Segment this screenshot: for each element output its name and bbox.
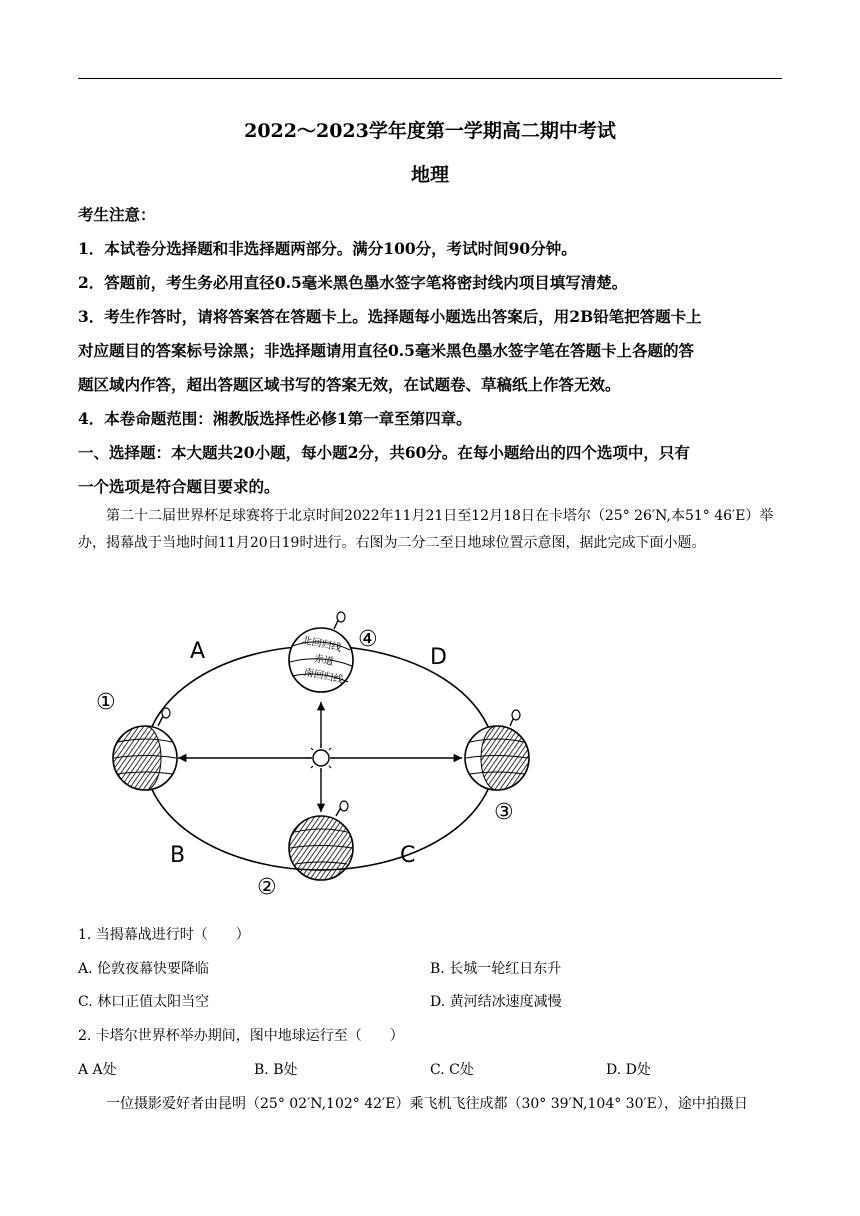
section-heading-cont: 一个选项是符合题目要求的。 <box>78 477 280 496</box>
position-4: ④ <box>358 627 378 652</box>
question-1-option-c: C. 林口正值太阳当空 <box>78 994 210 1010</box>
passage-1: 第二十二届世界杯足球赛将于北京时间2022年11月21日至12月18日在卡塔尔（25° 26′N,本51° 46′E）举办，揭幕战于当地时间11月20日19时进行。右图为二分二至日地球位置示意图，据此完成下面小题。 <box>78 508 774 551</box>
notice-item-1: 1．本试卷分选择题和非选择题两部分。满分100分，考试时间90分钟。 <box>78 239 577 258</box>
passage-2: 一位摄影爱好者由昆明（25° 02′N,102° 42′E）乘飞机飞往成都（30° 39′N,104° 30′E），途中拍摄日 <box>106 1096 748 1112</box>
question-2-option-c: C. C处 <box>430 1062 474 1078</box>
question-2-option-d: D. D处 <box>606 1062 651 1078</box>
notice-item-3-cont: 对应题目的答案标号涂黑；非选择题请用直径0.5毫米黑色墨水签字笔在答题卡上各题的答 <box>78 341 694 360</box>
question-2-option-b: B. B处 <box>254 1062 298 1078</box>
section-heading: 一、选择题：本大题共20小题，每小题2分，共60分。在每小题给出的四个选项中，只有 <box>78 443 690 462</box>
label-D: D <box>430 645 447 670</box>
question-1-stem: 1. 当揭幕战进行时（ ） <box>78 927 250 943</box>
exam-title: 2022～2023学年度第一学期高二期中考试 <box>244 120 616 142</box>
earth-orbit-diagram <box>90 600 560 900</box>
globe-4 <box>289 612 353 692</box>
notice-heading: 考生注意： <box>78 205 156 224</box>
position-3: ③ <box>494 800 514 825</box>
globe-label-tropic-cancer: 北回归线 <box>300 635 343 655</box>
question-1-option-b: B. 长城一轮红日东升 <box>430 961 562 977</box>
notice-item-2: 2．答题前，考生务必用直径0.5毫米黑色墨水签字笔将密封线内项目填写清楚。 <box>78 273 628 292</box>
notice-item-3-cont2: 题区域内作答，超出答题区域书写的答案无效，在试题卷、草稿纸上作答无效。 <box>78 375 621 394</box>
header-rule <box>78 78 782 79</box>
question-1-option-d: D. 黄河结冰速度减慢 <box>430 994 562 1010</box>
globe-label-tropic-capricorn: 南回归线 <box>302 667 345 687</box>
label-B: B <box>170 843 186 868</box>
notice-item-4: 4．本卷命题范围：湘教版选择性必修1第一章至第四章。 <box>78 409 472 428</box>
notice-item-3: 3．考生作答时，请将答案答在答题卡上。选择题每小题选出答案后，用2B铅笔把答题卡上 <box>78 307 702 326</box>
globe-2 <box>289 801 353 880</box>
question-2-stem: 2. 卡塔尔世界杯举办期间，图中地球运行至（ ） <box>78 1028 404 1044</box>
question-1-option-a: A. 伦敦夜幕快要降临 <box>78 961 210 977</box>
position-1: ① <box>96 690 116 715</box>
label-A: A <box>190 639 206 664</box>
globe-3 <box>465 710 529 790</box>
question-2-option-a: A A处 <box>78 1062 117 1078</box>
label-C: C <box>400 843 416 868</box>
position-2: ② <box>257 875 277 900</box>
globe-label-equator: 赤道 <box>312 653 335 669</box>
subject-title: 地理 <box>410 164 449 186</box>
globe-1 <box>113 708 177 790</box>
